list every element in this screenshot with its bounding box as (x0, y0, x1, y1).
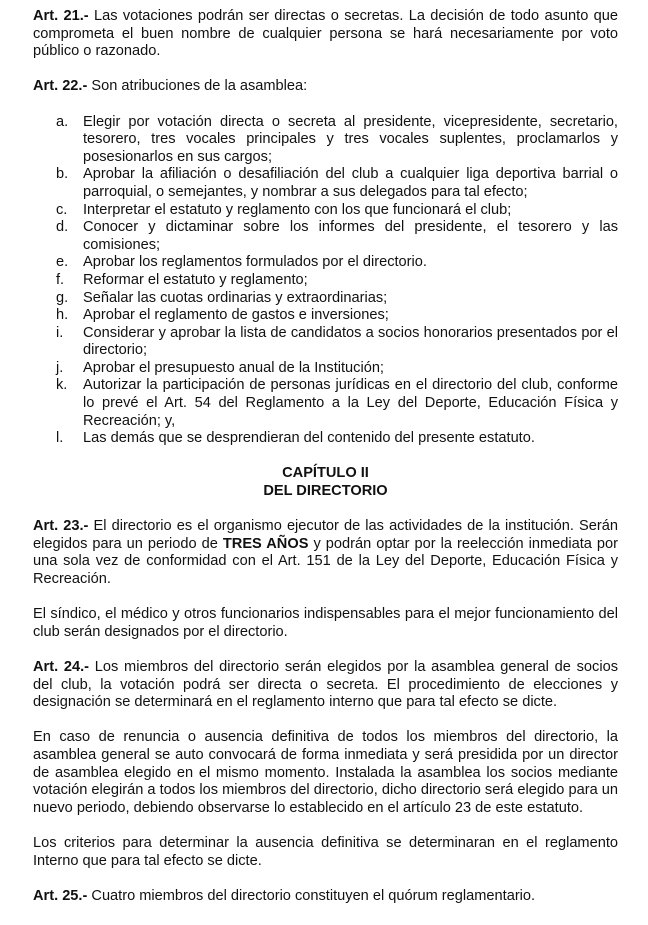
list-marker: a. (56, 113, 69, 130)
list-marker: g. (56, 289, 69, 306)
article-21 (33, 8, 618, 61)
list-item-text: Aprobar la afiliación o desafiliación del club a cualquier liga deportiva barrial o parroquial, o semejantes, y nombrar a sus delegados para tal efecto; (83, 166, 618, 200)
article-22 (33, 78, 618, 96)
article-24-paragraph-2: En caso de renuncia o ausencia definitiva de todos los miembros del directorio, la asamblea general se auto convocará de forma inmediata y será presidida por un director de asamblea elegido en el mismo momento. Instalada la asamblea los socios mediante votación elegirán a todos los miembros del directorio, dicho directorio será elegido para un nuevo periodo, debiendo observarse lo establecido en el artículo 23 de este estatuto. (33, 729, 618, 816)
article-22-text: Son atribuciones de la asamblea: (87, 78, 308, 95)
list-item (33, 430, 618, 448)
list-item (33, 272, 618, 290)
list-marker: d. (56, 219, 69, 236)
list-item-text: Conocer y dictaminar sobre los informes del presidente, el tesorero y las comisiones; (83, 219, 618, 253)
list-item-text: Reformar el estatuto y reglamento; (83, 271, 308, 288)
article-21-text: Las votaciones podrán ser directas o secretas. La decisión de todo asunto que comprometa el buen nombre de cualquier persona se hará necesariamente por voto público o razonado. (33, 8, 618, 60)
article-24 (33, 659, 618, 712)
list-item (33, 114, 618, 167)
list-item-text: Considerar y aprobar la lista de candidatos a socios honorarios presentados por el directorio; (83, 324, 618, 359)
list-marker: k. (56, 377, 68, 394)
list-item (33, 219, 618, 254)
chapter-number: CAPÍTULO II (282, 465, 369, 482)
list-item (33, 377, 618, 430)
list-item-text: Autorizar la participación de personas jurídicas en el directorio del club, conforme lo prevé el Art. 54 del Reglamento a la Ley del Deporte, Educación Física y Recreación; y, (83, 377, 618, 429)
list-item-text: Aprobar el reglamento de gastos e inversiones; (83, 307, 389, 324)
article-23-text-before: El directorio es el organismo ejecutor de las actividades de la institución. Serán elegidos para un periodo de (33, 518, 618, 552)
article-23-text-after: y podrán optar por la reelección inmediata por una sola vez de conformidad con el Art. 151 de la Ley del Deporte, Educación Física y Recreación. (33, 535, 618, 587)
article-25 (33, 888, 618, 906)
list-item (33, 307, 618, 325)
article-21-label: Art. 21.- (33, 8, 89, 24)
article-23-paragraph-2: El síndico, el médico y otros funcionarios indispensables para el mejor funcionamiento del club serán designados por el directorio. (33, 606, 618, 640)
list-item (33, 254, 618, 272)
list-item (33, 325, 618, 360)
chapter-title: DEL DIRECTORIO (263, 483, 388, 500)
list-item-text: Aprobar el presupuesto anual de la Institución; (83, 359, 384, 376)
article-24-text: Los miembros del directorio serán elegidos por la asamblea general de socios del club, la votación podrá ser directa o secreta. El procedimiento de elecciones y designación se determinará en el reglamento interno que para tal efecto se dicte. (33, 658, 618, 711)
article-22-label: Art. 22.- (33, 78, 88, 95)
article-23-label: Art. 23.- (33, 518, 89, 535)
list-item (33, 360, 618, 378)
list-item-text: Señalar las cuotas ordinarias y extraordinarias; (83, 289, 388, 306)
article-25-text: Cuatro miembros del directorio constituyen el quórum reglamentario. (87, 887, 536, 904)
list-item-text: Elegir por votación directa o secreta al presidente, vicepresidente, secretario, tesorero, tres vocales principales y tres vocales suplentes, proclamarlos y posesionarlos en sus cargos; (83, 113, 618, 165)
list-marker: i. (56, 324, 64, 341)
list-marker: b. (56, 166, 69, 183)
article-23-term: TRES AÑOS (222, 535, 309, 552)
list-item-text: Interpretar el estatuto y reglamento con los que funcionará el club; (83, 201, 512, 218)
list-marker: c. (56, 201, 68, 218)
list-item (33, 166, 618, 201)
article-23 (33, 518, 618, 588)
article-25-label: Art. 25.- (33, 887, 88, 904)
list-marker: j. (56, 359, 64, 376)
list-marker: f. (56, 271, 65, 288)
list-item (33, 202, 618, 220)
list-item (33, 290, 618, 308)
document-page (33, 8, 618, 905)
list-marker: l. (56, 430, 64, 447)
attributions-list (33, 114, 618, 448)
article-24-label: Art. 24.- (33, 658, 90, 675)
list-marker: h. (56, 307, 69, 324)
list-marker: e. (56, 254, 69, 271)
list-item-text: Aprobar los reglamentos formulados por el directorio. (83, 254, 427, 271)
list-item-text: Las demás que se desprendieran del contenido del presente estatuto. (83, 430, 535, 447)
article-24-paragraph-3: Los criterios para determinar la ausencia definitiva se determinaran en el reglamento Interno que para tal efecto se dicte. (33, 834, 618, 869)
